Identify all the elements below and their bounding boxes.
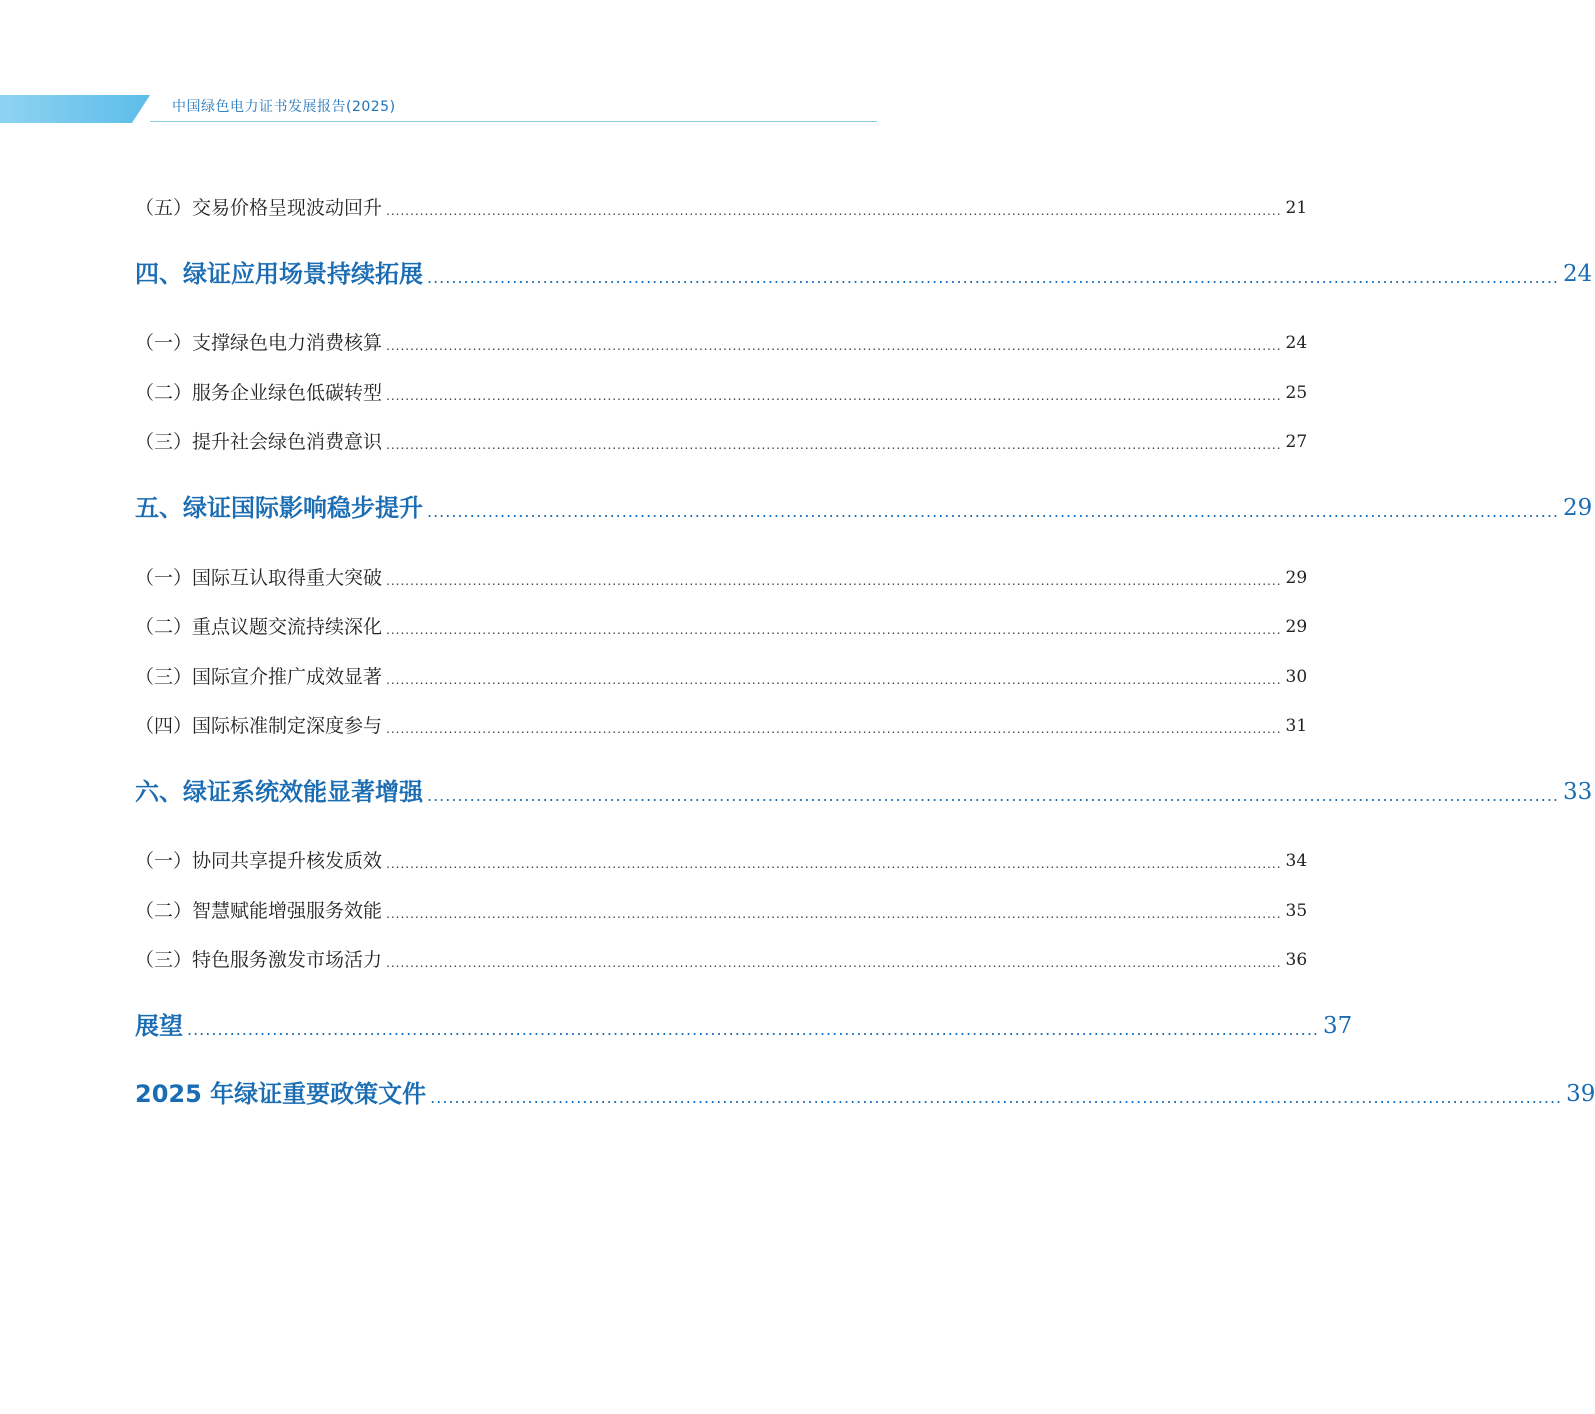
toc-page-number: 31 xyxy=(1285,716,1308,736)
toc-entry-label: （一）国际互认取得重大突破 xyxy=(135,567,383,589)
toc-entry-collaboration[interactable] xyxy=(135,848,1308,874)
toc-entry-label: （四）国际标准制定深度参与 xyxy=(135,715,383,737)
toc-chapter-label: 四、绿证应用场景持续拓展 xyxy=(135,260,423,288)
toc-leader-dots: .......................................................................................................................................................................................... xyxy=(427,268,1559,287)
toc-entry-consumer-awareness[interactable] xyxy=(135,429,1308,455)
toc-entry-smart-empowerment[interactable] xyxy=(135,898,1308,924)
toc-page-number: 37 xyxy=(1322,1013,1353,1039)
toc-entry-standards[interactable] xyxy=(135,713,1308,739)
page-header xyxy=(0,0,1000,130)
toc-entry-label: （三）特色服务激发市场活力 xyxy=(135,949,383,971)
toc-leader-dots: .......................................................................................................................................................................................... xyxy=(386,574,1282,588)
report-title: 中国绿色电力证书发展报告(2025) xyxy=(172,99,396,115)
toc-leader-dots: .......................................................................................................................................................................................... xyxy=(386,204,1282,218)
toc-chapter-6[interactable] xyxy=(135,776,1593,808)
toc-page-number: 24 xyxy=(1285,333,1308,353)
toc-page-number: 21 xyxy=(1285,198,1308,218)
toc-chapter-outlook[interactable] xyxy=(135,1010,1353,1042)
toc-entry-label: （三）国际宣介推广成效显著 xyxy=(135,666,383,688)
toc-leader-dots: .......................................................................................................................................................................................... xyxy=(427,786,1559,805)
header-rule xyxy=(150,121,877,122)
toc-entry-label: （二）重点议题交流持续深化 xyxy=(135,616,383,638)
toc-leader-dots: .......................................................................................................................................................................................... xyxy=(386,956,1282,970)
toc-chapter-label: 展望 xyxy=(135,1012,183,1040)
toc-chapter-5[interactable] xyxy=(135,492,1593,524)
toc-leader-dots: .......................................................................................................................................................................................... xyxy=(187,1020,1319,1039)
toc-entry-key-topics[interactable] xyxy=(135,614,1308,640)
toc-page-number: 30 xyxy=(1285,667,1308,687)
toc-leader-dots: .......................................................................................................................................................................................... xyxy=(386,623,1282,637)
toc-page-number: 34 xyxy=(1285,851,1308,871)
toc-page-number: 33 xyxy=(1562,779,1593,805)
toc-entry-label: （五）交易价格呈现波动回升 xyxy=(135,197,383,219)
toc-page-number: 29 xyxy=(1285,617,1308,637)
toc-page-number: 25 xyxy=(1285,383,1308,403)
toc-entry-label: （二）服务企业绿色低碳转型 xyxy=(135,382,383,404)
toc-leader-dots: .......................................................................................................................................................................................... xyxy=(386,907,1282,921)
toc-chapter-label: 六、绿证系统效能显著增强 xyxy=(135,778,423,806)
toc-page-number: 29 xyxy=(1285,568,1308,588)
toc-leader-dots: .......................................................................................................................................................................................... xyxy=(386,722,1282,736)
toc-entry-label: （一）支撑绿色电力消费核算 xyxy=(135,332,383,354)
toc-leader-dots: .......................................................................................................................................................................................... xyxy=(386,389,1282,403)
toc-page-number: 29 xyxy=(1562,495,1593,521)
toc-page-number: 39 xyxy=(1566,1081,1595,1107)
toc-leader-dots: .......................................................................................................................................................................................... xyxy=(386,438,1282,452)
toc-page-number: 24 xyxy=(1562,261,1593,287)
toc-leader-dots: .......................................................................................................................................................................................... xyxy=(386,673,1282,687)
toc-chapter-4[interactable] xyxy=(135,258,1593,290)
toc-chapter-policy-documents[interactable] xyxy=(135,1078,1595,1110)
toc-entry-consumption-accounting[interactable] xyxy=(135,330,1308,356)
toc-entry-enterprise-transition[interactable] xyxy=(135,380,1308,406)
toc-entry-featured-services[interactable] xyxy=(135,947,1308,973)
toc-entry-label: （二）智慧赋能增强服务效能 xyxy=(135,900,383,922)
toc-leader-dots: .......................................................................................................................................................................................... xyxy=(386,339,1282,353)
toc-page-number: 35 xyxy=(1285,901,1308,921)
toc-entry-trade-price[interactable] xyxy=(135,195,1308,221)
toc-entry-mutual-recognition[interactable] xyxy=(135,565,1308,591)
toc-page-number: 27 xyxy=(1285,432,1308,452)
toc-chapter-label: 五、绿证国际影响稳步提升 xyxy=(135,494,423,522)
toc-page-number: 36 xyxy=(1285,950,1308,970)
toc-entry-international-promotion[interactable] xyxy=(135,664,1308,690)
toc-leader-dots: .......................................................................................................................................................................................... xyxy=(386,857,1282,871)
toc-leader-dots: .......................................................................................................................................................................................... xyxy=(427,502,1559,521)
header-accent-band xyxy=(0,95,150,123)
toc-chapter-label: 2025 年绿证重要政策文件 xyxy=(135,1080,427,1108)
toc-leader-dots: .......................................................................................................................................................................................... xyxy=(430,1088,1563,1107)
toc-entry-label: （一）协同共享提升核发质效 xyxy=(135,850,383,872)
toc-entry-label: （三）提升社会绿色消费意识 xyxy=(135,431,383,453)
